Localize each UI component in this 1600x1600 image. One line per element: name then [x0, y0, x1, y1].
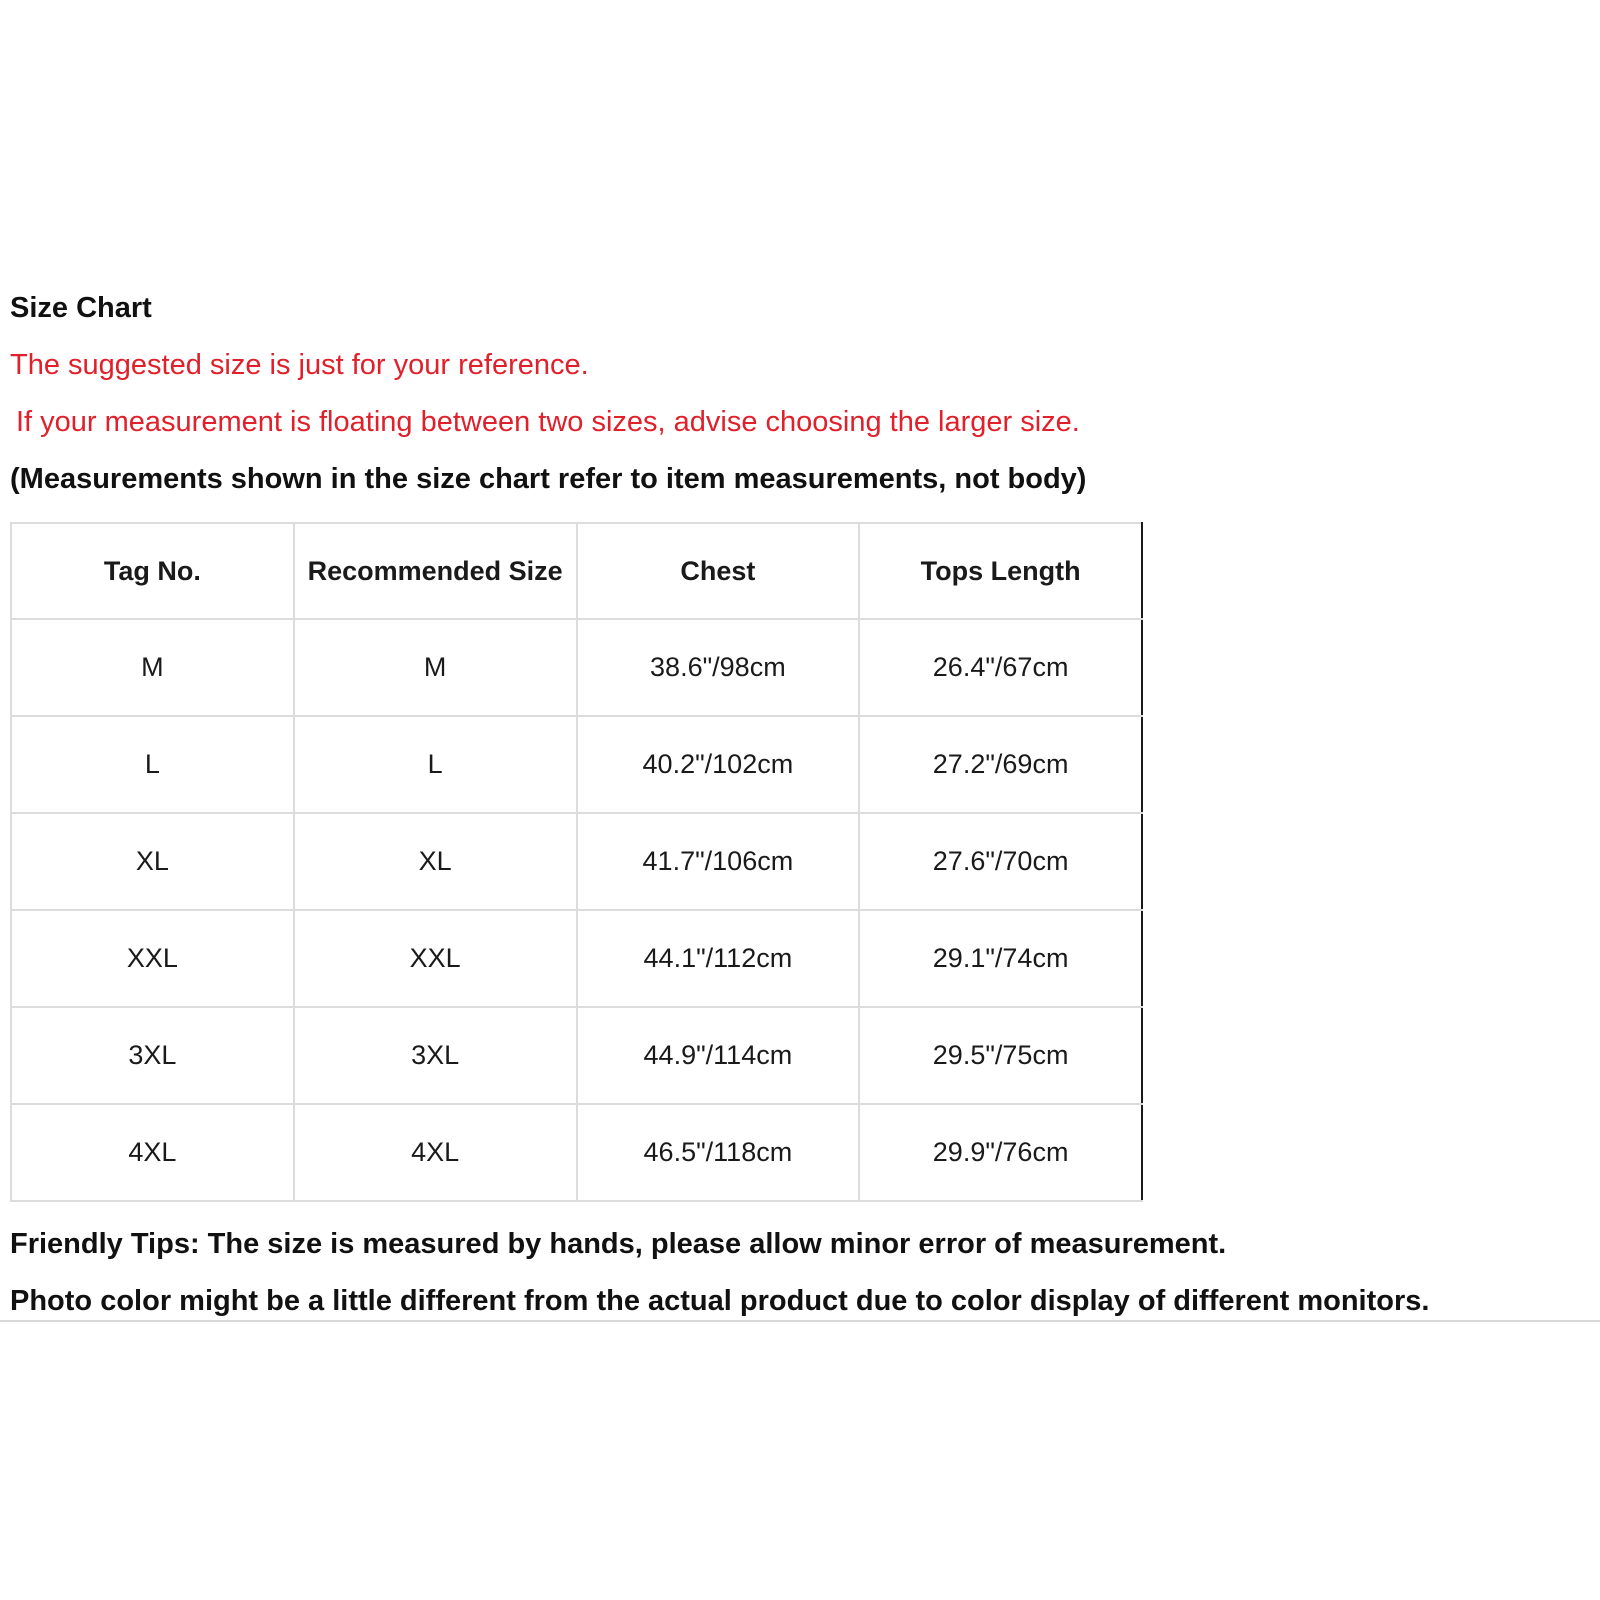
cell-tag-no: L	[11, 716, 294, 813]
cell-chest: 44.1"/112cm	[577, 910, 860, 1007]
cell-recommended-size: M	[294, 619, 577, 716]
measurement-note: (Measurements shown in the size chart refer to item measurements, not body)	[10, 463, 1087, 495]
cell-tag-no: 4XL	[11, 1104, 294, 1201]
page-title: Size Chart	[10, 292, 152, 324]
cell-tag-no: XXL	[11, 910, 294, 1007]
size-chart-table	[10, 522, 1143, 1202]
color-disclaimer: Photo color might be a little different from the actual product due to color display of different monitors.	[10, 1285, 1430, 1317]
table-row	[11, 619, 1142, 716]
cell-tag-no: M	[11, 619, 294, 716]
cell-tops-length: 29.5"/75cm	[859, 1007, 1142, 1104]
suggestion-note: The suggested size is just for your reference.	[10, 349, 589, 381]
cell-tag-no: 3XL	[11, 1007, 294, 1104]
table-row	[11, 813, 1142, 910]
cell-tops-length: 27.6"/70cm	[859, 813, 1142, 910]
cell-chest: 46.5"/118cm	[577, 1104, 860, 1201]
bottom-divider	[0, 1320, 1600, 1322]
cell-chest: 40.2"/102cm	[577, 716, 860, 813]
cell-chest: 44.9"/114cm	[577, 1007, 860, 1104]
header-tag-no: Tag No.	[11, 523, 294, 619]
table-row	[11, 910, 1142, 1007]
cell-tops-length: 29.9"/76cm	[859, 1104, 1142, 1201]
table-row	[11, 1007, 1142, 1104]
table-header-row	[11, 523, 1142, 619]
cell-recommended-size: 3XL	[294, 1007, 577, 1104]
cell-tops-length: 29.1"/74cm	[859, 910, 1142, 1007]
cell-tag-no: XL	[11, 813, 294, 910]
cell-recommended-size: L	[294, 716, 577, 813]
header-recommended-size: Recommended Size	[294, 523, 577, 619]
cell-tops-length: 26.4"/67cm	[859, 619, 1142, 716]
header-tops-length: Tops Length	[859, 523, 1142, 619]
cell-recommended-size: XL	[294, 813, 577, 910]
header-chest: Chest	[577, 523, 860, 619]
table-row	[11, 1104, 1142, 1201]
cell-recommended-size: XXL	[294, 910, 577, 1007]
cell-chest: 38.6"/98cm	[577, 619, 860, 716]
friendly-tip: Friendly Tips: The size is measured by hands, please allow minor error of measurement.	[10, 1228, 1227, 1260]
cell-recommended-size: 4XL	[294, 1104, 577, 1201]
table-row	[11, 716, 1142, 813]
cell-chest: 41.7"/106cm	[577, 813, 860, 910]
size-advice-note: If your measurement is floating between two sizes, advise choosing the larger size.	[16, 406, 1080, 438]
cell-tops-length: 27.2"/69cm	[859, 716, 1142, 813]
